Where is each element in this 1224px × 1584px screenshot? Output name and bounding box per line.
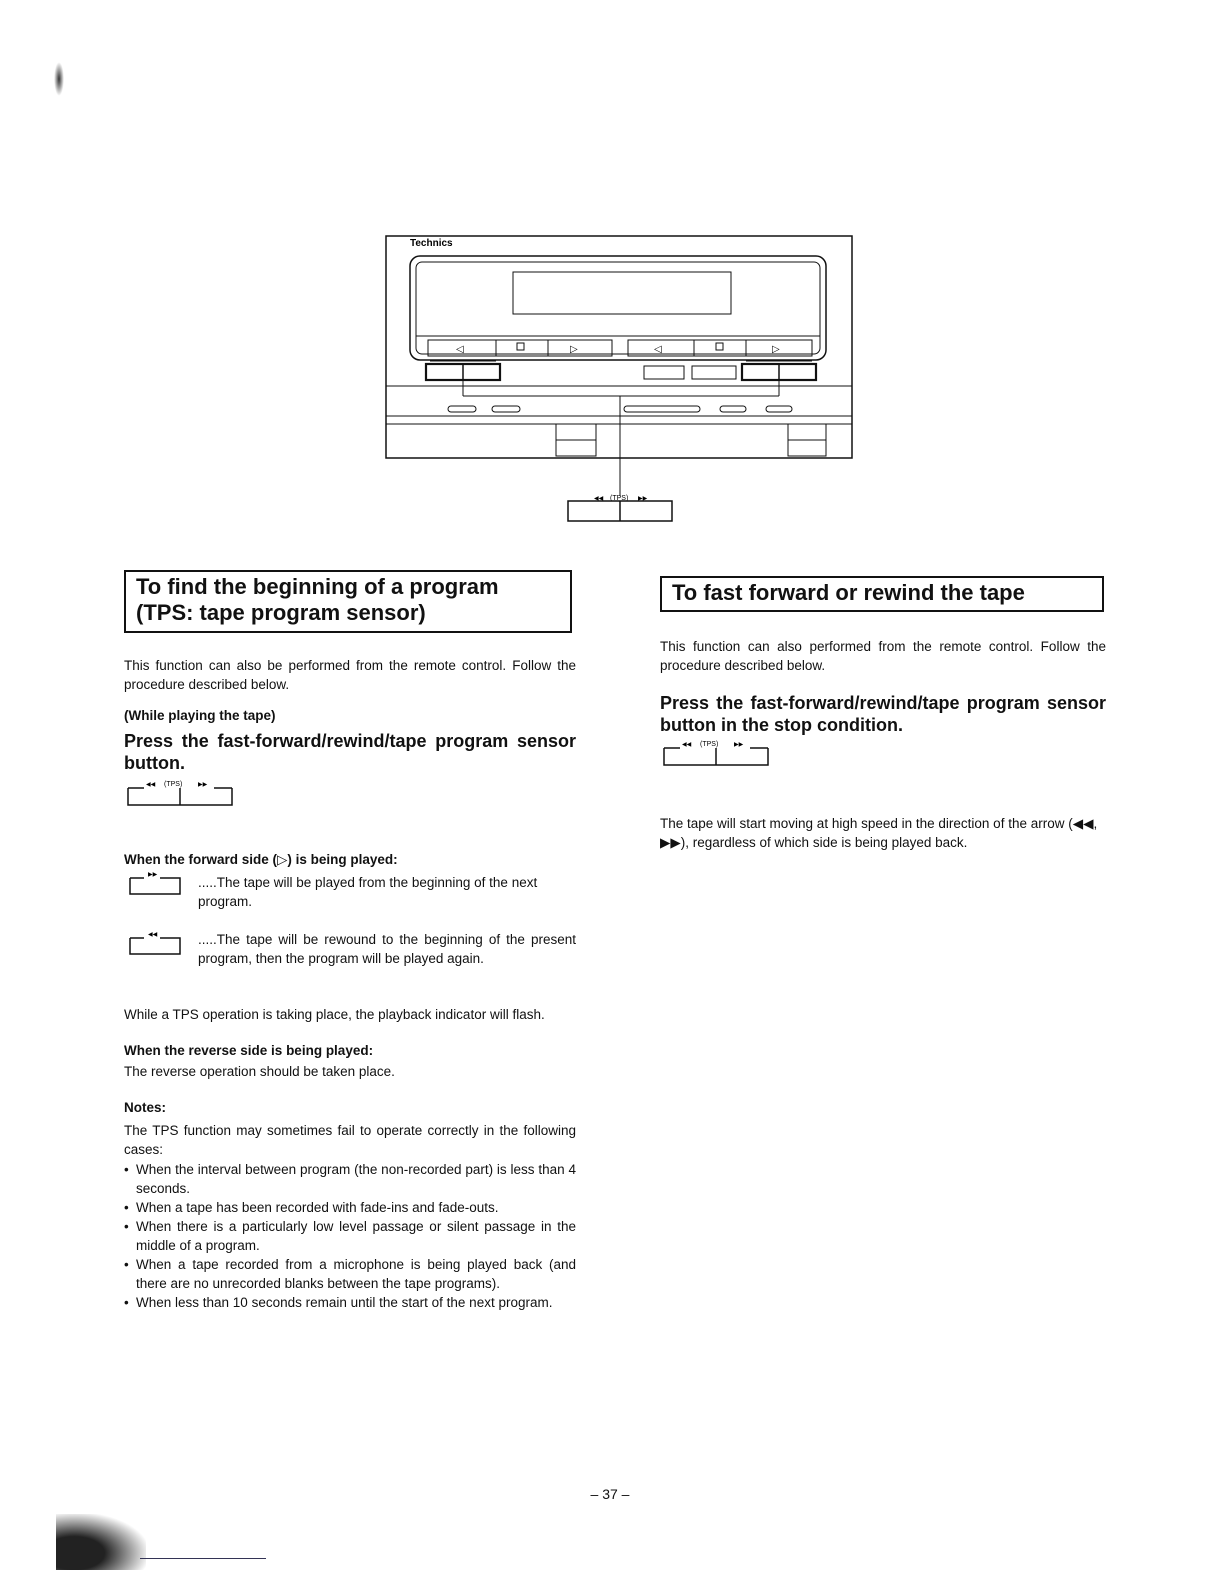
diagram-tps-label: (TPS) (610, 495, 629, 502)
deck2-reverse-play-icon: ◁ (654, 344, 662, 355)
svg-text:◀◀: ◀◀ (682, 742, 692, 748)
flash-note: While a TPS operation is taking place, the playback indicator will flash. (124, 1007, 545, 1022)
deck2-stop-icon (716, 343, 723, 350)
scan-mark-top (54, 62, 64, 96)
forward-side-heading: When the forward side (▷) is being played: (124, 852, 398, 867)
tps-intro-text: This function can also be performed from the remote control. Follow the procedure described below. (124, 658, 576, 692)
tps-button-icon (124, 778, 236, 808)
note-item: • When the interval between program (the non-recorded part) is less than 4 seconds. (124, 1160, 576, 1198)
deck2-play-icon: ▷ (772, 344, 780, 355)
ff-rew-result: The tape will start moving at high speed in the direction of the arrow (◀◀, ▶▶), regardless of which side is being played back. (660, 816, 1098, 850)
svg-text:▶▶: ▶▶ (734, 742, 744, 748)
ff-icon: ▶▶ (198, 782, 208, 788)
page-number: – 37 – (590, 1486, 630, 1502)
rew-button-icon (126, 928, 184, 958)
deck1-stop-icon (517, 343, 524, 350)
note-item: • When a tape has been recorded with fade-ins and fade-outs. (124, 1198, 576, 1217)
scan-line-bottom (140, 1558, 266, 1559)
tps-heading-line2: (TPS: tape program sensor) (136, 600, 426, 625)
notes-list (124, 1160, 576, 1312)
tps-heading-line1: To find the beginning of a program (136, 574, 499, 599)
svg-text:◀◀: ◀◀ (148, 932, 158, 938)
deck1-reverse-play-icon: ◁ (456, 344, 464, 355)
diagram-rew-icon: ◀◀ (594, 496, 604, 502)
note-item: • When there is a particularly low level passage or silent passage in the middle of a program. (124, 1217, 576, 1255)
ff-button-icon (126, 868, 184, 898)
notes-heading: Notes: (124, 1100, 167, 1115)
diagram-ff-icon: ▶▶ (638, 496, 648, 502)
ff-rew-intro: This function can also performed from the remote control. Follow the procedure described below. (660, 639, 1106, 673)
scan-mark-bottom (56, 1514, 146, 1570)
cassette-deck-diagram (380, 228, 860, 528)
notes-intro: The TPS function may sometimes fail to operate correctly in the following cases: (124, 1123, 576, 1157)
tps-instruction: Press the fast-forward/rewind/tape program sensor button. (124, 731, 576, 773)
ff-rew-tps-button-icon (660, 738, 772, 768)
rew-icon: ◀◀ (146, 782, 156, 788)
svg-text:(TPS): (TPS) (700, 741, 719, 748)
reverse-side-text: The reverse operation should be taken place. (124, 1064, 395, 1079)
note-item: • When a tape recorded from a microphone is being played back (and there are no unrecorded blanks between the tape programs). (124, 1255, 576, 1293)
brand-logo: Technics (410, 238, 453, 249)
ff-rew-instruction: Press the fast-forward/rewind/tape program sensor button in the stop condition. (660, 693, 1106, 735)
rew-description: .....The tape will be rewound to the beginning of the present program, then the program will be played again. (198, 932, 576, 966)
note-item: • When less than 10 seconds remain until the start of the next program. (124, 1293, 576, 1312)
while-playing-label: (While playing the tape) (124, 708, 276, 723)
svg-text:▶▶: ▶▶ (148, 872, 158, 878)
deck1-play-icon: ▷ (570, 344, 578, 355)
tps-section-heading (124, 570, 572, 633)
tps-label: (TPS) (164, 781, 183, 788)
ff-description: .....The tape will be played from the beginning of the next program. (198, 875, 538, 909)
ff-rew-section-heading: To fast forward or rewind the tape (660, 576, 1104, 612)
reverse-side-heading: When the reverse side is being played: (124, 1043, 374, 1058)
